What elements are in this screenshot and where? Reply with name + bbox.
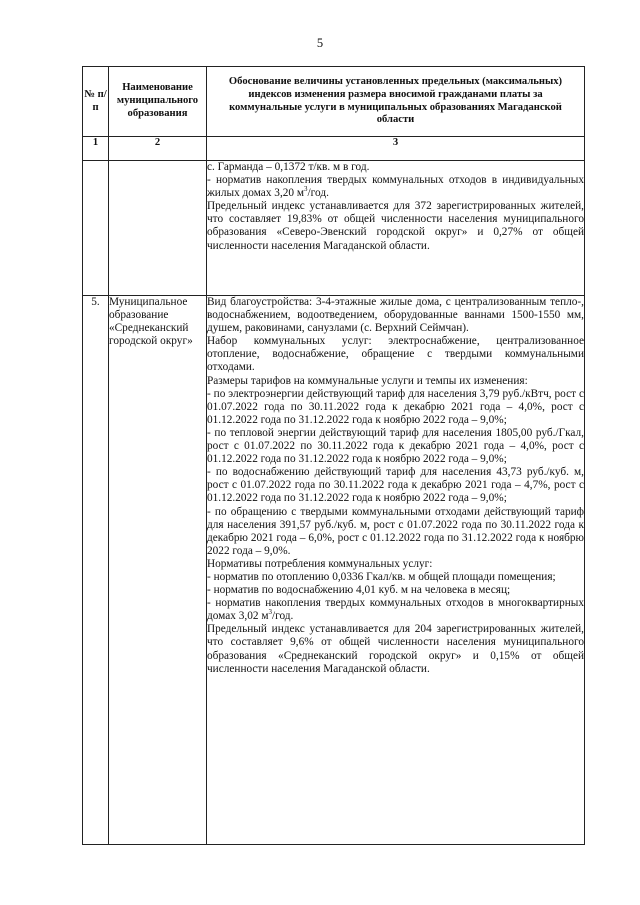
paragraph: Вид благоустройства: 3-4-этажные жилые дома, с централизованным тепло-, водоснабжением, водоотведением, оборудованные ваннами 1500-1550 мм, душем, раковинами, санузлами (с. Верхний Сеймчан). xyxy=(207,296,584,335)
paragraph: Размеры тарифов на коммунальные услуги и темпы их изменения: xyxy=(207,374,528,387)
table-row-continuation xyxy=(83,161,585,296)
column-number-row xyxy=(83,137,585,161)
empty-cell xyxy=(109,161,207,296)
paragraph: - норматив по отоплению 0,0336 Гкал/кв. м общей площади помещения; xyxy=(207,570,556,583)
paragraph: - норматив накопления твердых коммунальных отходов в индивидуальных жилых домах 3,20 $м^3$/год. xyxy=(207,174,584,200)
column-number: 1 xyxy=(83,137,109,161)
paragraph: с. Гарманда – 0,1372 т/кв. м в год. xyxy=(207,161,370,173)
paragraph: Предельный индекс устанавливается для 372 зарегистрированных жителей, что составляет 19,83% от общей численности населения муниципального образования «Северо-Эвенский городской округ» и 0,27% от общей численности населения Магаданской области. xyxy=(207,200,584,252)
row-number: 5. xyxy=(83,296,109,845)
paragraph: - по электроэнергии действующий тариф для населения 3,79 руб./кВтч, рост с 01.07.2022 года по 30.11.2022 года к декабрю 2021 года – 4,0%, рост с 01.12.2022 года по 31.12.2022 года к ноябрю 2022 года – 9,0%; xyxy=(207,387,584,426)
paragraph: - норматив накопления твердых коммунальных отходов в многоквартирных домах 3,02 $м^3$/год. xyxy=(207,597,584,623)
paragraph: Нормативы потребления коммунальных услуг: xyxy=(207,557,433,570)
basis-cell xyxy=(207,161,585,296)
basis-cell xyxy=(207,296,585,845)
basis-table xyxy=(82,66,585,845)
table-row xyxy=(83,296,585,845)
table-header-row xyxy=(83,67,585,137)
paragraph: - по обращению с твердыми коммунальными отходами действующий тариф для населения 391,57 руб./куб. м, рост с 01.07.2022 года по 30.11.2022 года к декабрю 2021 года – 6,0%, рост с 01.12.2022 года по 31.12.2022 года к ноябрю 2022 года – 9,0%. xyxy=(207,505,584,557)
paragraph: Набор коммунальных услуг: электроснабжение, централизованное отопление, водоснабжение, обращение с твердыми коммунальными отходами. xyxy=(207,335,584,374)
municipality-name: Муниципальное образование «Среднеканский городской округ» xyxy=(109,296,207,845)
empty-cell xyxy=(83,161,109,296)
superscript: 3 xyxy=(268,608,272,617)
paragraph: Предельный индекс устанавливается для 204 зарегистрированных жителей, что составляет 9,6% от общей численности населения муниципального образования «Среднеканский городской округ» и 0,15% от общей численности населения Магаданской области. xyxy=(207,623,584,675)
superscript: 3 xyxy=(304,185,308,194)
header-num: № п/п xyxy=(83,67,109,137)
paragraph: - по тепловой энергии действующий тариф для населения 1805,00 руб./Гкал, рост с 01.07.2022 по 30.11.2022 года к декабрю 2021 года – 4,0%, рост с 01.12.2022 года по 31.12.2022 года к ноябрю 2022 года – 9,0%; xyxy=(207,426,584,466)
paragraph: - по водоснабжению действующий тариф для населения 43,73 руб./куб. м, рост с 01.07.2022 года по 30.11.2022 года к декабрю 2021 года – 4,7%, рост с 01.12.2022 года по 31.12.2022 года к ноябрю 2022 года – 9,0%; xyxy=(207,466,584,505)
header-name: Наименование муниципального образования xyxy=(109,67,207,137)
header-basis: Обоснование величины установленных предельных (максимальных) индексов изменения размера вносимой гражданами платы за коммунальные услуги в муниципальных образованиях Магаданской области xyxy=(207,67,585,137)
page-number: 5 xyxy=(316,36,324,50)
paragraph: - норматив по водоснабжению 4,01 куб. м на человека в месяц; xyxy=(207,584,511,597)
column-number: 3 xyxy=(207,137,585,161)
column-number: 2 xyxy=(109,137,207,161)
